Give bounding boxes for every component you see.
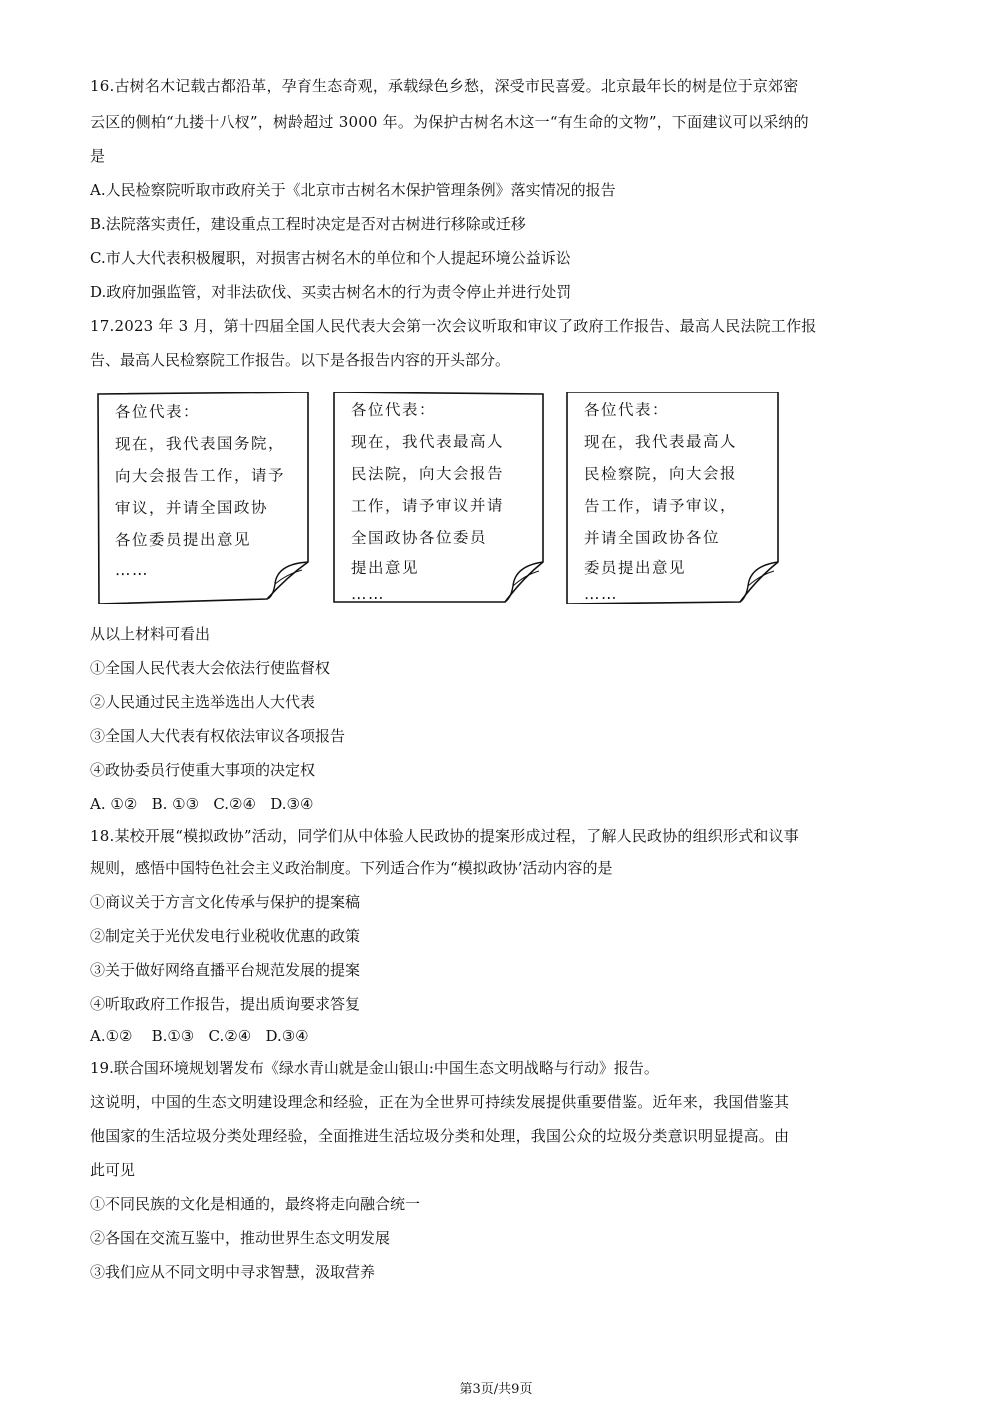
note-1-line-3: 向大会报告工作，请予 <box>114 466 286 486</box>
q18-stem-line-2: 规则，感悟中国特色社会主义政治制度。下列适合作为“模拟政协’活动内容的是 <box>90 859 613 877</box>
note-3-line-2: 现在，我代表最高人 <box>583 432 738 452</box>
q19-stem-line-1: 19.联合国环境规划署发布《绿水青山就是金山银山:中国生态文明战略与行动》报告。 <box>90 1059 659 1077</box>
q19-stem-line-4: 此可见 <box>90 1161 136 1179</box>
q18-item-2: ②制定关于光伏发电行业税收优惠的政策 <box>90 927 361 945</box>
note-2-line-6: 提出意见 <box>350 558 420 578</box>
q18-item-4: ④听取政府工作报告，提出质询要求答复 <box>90 995 361 1013</box>
note-1-line-6: …… <box>114 560 150 580</box>
report-note-supreme-court <box>333 392 543 602</box>
note-2-line-5: 全国政协各位委员 <box>350 528 488 548</box>
note-3-line-4: 告工作，请予审议， <box>583 496 738 516</box>
q16-option-a: A.人民检察院听取市政府关于《北京市古树名木保护管理条例》落实情况的报告 <box>90 181 616 199</box>
q18-answer-choices: A.①② B.①③ C.②④ D.③④ <box>90 1027 309 1045</box>
q19-item-3: ③我们应从不同文明中寻求智慧，汲取营养 <box>90 1263 376 1281</box>
q17-item-1: ①全国人民代表大会依法行使监督权 <box>90 659 331 677</box>
q16-stem-line-2: 云区的侧柏“九搂十八杈”，树龄超过 3000 年。为保护古树名木这一“有生命的文物”，下面建议可以采纳的 <box>90 113 809 131</box>
q18-item-1: ①商议关于方言文化传承与保护的提案稿 <box>90 893 361 911</box>
q16-stem-line-1: 16.古树名木记载古都沿革，孕育生态奇观，承载绿色乡愁，深受市民喜爱。北京最年长的树是位于京郊密 <box>90 77 799 95</box>
note-3-line-3: 民检察院，向大会报 <box>583 464 738 484</box>
note-1-line-2: 现在，我代表国务院， <box>114 434 286 454</box>
report-note-state-council <box>97 392 307 602</box>
q16-option-d: D.政府加强监管，对非法砍伐、买卖古树名木的行为责令停止并进行处罚 <box>90 283 572 301</box>
note-2-line-3: 民法院，向大会报告 <box>350 464 505 484</box>
q16-option-c: C.市人大代表积极履职，对损害古树名木的单位和个人提起环境公益诉讼 <box>90 249 571 267</box>
q17-stem-line-1: 17.2023 年 3 月，第十四届全国人民代表大会第一次会议听取和审议了政府工作报告、最高人民法院工作报 <box>90 317 817 335</box>
q19-stem-line-3: 他国家的生活垃圾分类处理经验，全面推进生活垃圾分类和处理，我国公众的垃圾分类意识明显提高。由 <box>90 1127 790 1145</box>
note-3-line-5: 并请全国政协各位 <box>583 528 721 548</box>
note-3-line-6: 委员提出意见 <box>583 558 687 578</box>
q17-item-3: ③全国人大代表有权依法审议各项报告 <box>90 727 346 745</box>
q16-stem-line-3: 是 <box>90 147 106 165</box>
q17-item-4: ④政协委员行使重大事项的决定权 <box>90 761 316 779</box>
note-2-line-2: 现在，我代表最高人 <box>350 432 505 452</box>
q17-stem-line-2: 告、最高人民检察院工作报告。以下是各报告内容的开头部分。 <box>90 351 511 369</box>
page-number-footer: 第3页/共9页 <box>459 1382 533 1397</box>
q19-stem-line-2: 这说明，中国的生态文明建设理念和经验，正在为全世界可持续发展提供重要借鉴。近年来，我国借鉴其 <box>90 1093 790 1111</box>
note-2-line-7: …… <box>350 584 386 604</box>
note-3-line-1: 各位代表： <box>583 400 670 420</box>
note-1-line-1: 各位代表： <box>114 402 201 422</box>
report-note-procuratorate <box>566 392 776 602</box>
q19-item-1: ①不同民族的文化是相通的，最终将走向融合统一 <box>90 1195 421 1213</box>
q18-stem-line-1: 18.某校开展“模拟政协”活动，同学们从中体验人民政协的提案形成过程，了解人民政协的组织形式和议事 <box>90 827 799 845</box>
q17-lead: 从以上材料可看出 <box>90 625 211 643</box>
q19-item-2: ②各国在交流互鉴中，推动世界生态文明发展 <box>90 1229 391 1247</box>
note-1-line-4: 审议，并请全国政协 <box>114 498 269 518</box>
q18-item-3: ③关于做好网络直播平台规范发展的提案 <box>90 961 361 979</box>
q16-option-b: B.法院落实责任，建设重点工程时决定是否对古树进行移除或迁移 <box>90 215 526 233</box>
q17-item-2: ②人民通过民主选举选出人大代表 <box>90 693 316 711</box>
q17-answer-choices: A. ①② B. ①③ C.②④ D.③④ <box>90 795 314 813</box>
note-2-line-4: 工作，请予审议并请 <box>350 496 505 516</box>
note-1-line-5: 各位委员提出意见 <box>114 530 252 550</box>
note-3-line-7: …… <box>583 584 619 604</box>
note-2-line-1: 各位代表： <box>350 400 437 420</box>
